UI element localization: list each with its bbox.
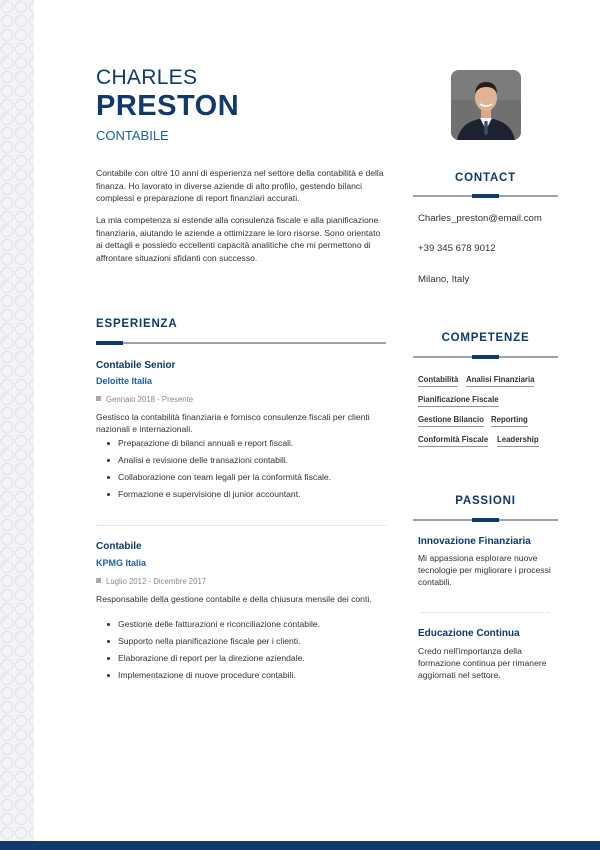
profile-photo: [451, 70, 521, 140]
last-name: PRESTON: [96, 90, 240, 122]
date-marker-icon: [96, 396, 101, 401]
passion-description: Credo nell'importanza della formazione continua per rimanere aggiornati nel settore.: [418, 646, 547, 680]
person-portrait-icon: [451, 70, 521, 140]
job-company: Deloitte Italia: [96, 376, 153, 386]
job-dates: [96, 395, 193, 404]
job-bullet: Collaborazione con team legali per la conformità fiscale.: [106, 471, 331, 488]
job-bullet: Elaborazione di report per la direzione aziendale.: [106, 652, 320, 669]
date-marker-icon: [96, 578, 101, 583]
skills-divider-accent: [472, 355, 499, 359]
job-bullet: Supporto nella pianificazione fiscale per i clienti.: [106, 635, 320, 652]
job-bullet: Gestione delle fatturazioni e riconciliazione contabile.: [106, 618, 320, 635]
experience-divider: [96, 342, 386, 344]
job-bullet: Implementazione di nuove procedure contabili.: [106, 669, 320, 686]
passion-separator: [420, 612, 550, 613]
skill-tag: Reporting: [491, 415, 528, 427]
experience-divider-accent: [96, 341, 123, 345]
skill-tag: Conformità Fiscale: [418, 435, 488, 447]
job-dates-text: Luglio 2012 - Dicembre 2017: [106, 577, 207, 586]
passion-title: Innovazione Finanziaria: [418, 536, 531, 547]
contact-location: Milano, Italy: [418, 274, 470, 285]
skill-tag: Gestione Bilancio: [418, 415, 484, 427]
job-description: Gestisco la contabilità finanziaria e fornisco consulenze fiscali per clienti nazionali e internazionali.: [96, 412, 370, 434]
contact-divider-accent: [472, 194, 499, 198]
job-role: Contabile: [96, 541, 142, 552]
job-description: Responsabile della gestione contabile e della chiusura mensile dei conti.: [96, 594, 372, 604]
passions-heading: PASSIONI: [455, 495, 516, 507]
contact-phone[interactable]: +39 345 678 9012: [418, 243, 496, 254]
contact-heading: CONTACT: [455, 172, 516, 184]
job-separator: [96, 525, 386, 526]
job-bullet: Preparazione di bilanci annuali e report fiscali.: [106, 437, 331, 454]
first-name: CHARLES: [96, 66, 198, 89]
skill-tag: Pianificazione Fiscale: [418, 395, 499, 407]
job-dates: [96, 577, 206, 586]
passion-title: Educazione Continua: [418, 628, 520, 639]
job-bullet-list: [106, 618, 320, 686]
skill-tag: Leadership: [497, 435, 539, 447]
job-role: Contabile Senior: [96, 360, 176, 371]
job-bullet: Formazione e supervisione di junior accountant.: [106, 488, 331, 505]
footer-bar: [0, 841, 600, 850]
contact-email[interactable]: Charles_preston@email.com: [418, 213, 542, 224]
skills-heading: COMPETENZE: [441, 332, 530, 344]
summary-paragraph-2: La mia competenza si estende alla consulenza fiscale e alla pianificazione finanziaria, aiutando le aziende a ottimizzare le loro risorse. Sono orientato ai dettagli e possiedo eccellenti capacità analitiche che mi permettono di affrontare situazioni sfidanti con successo.: [96, 215, 381, 263]
job-company: KPMG Italia: [96, 558, 147, 568]
passions-divider-accent: [472, 518, 499, 522]
job-dates-text: Gennaio 2018 - Presente: [106, 395, 194, 404]
job-bullet-list: [106, 437, 331, 505]
decorative-pattern-strip: [0, 0, 34, 850]
passion-description: Mi appassiona esplorare nuove tecnologie per migliorare i processi contabili.: [418, 553, 551, 587]
job-bullet: Analisi e revisione delle transazioni contabili.: [106, 454, 331, 471]
job-title: CONTABILE: [96, 128, 169, 143]
skill-tag: Contabilità: [418, 375, 458, 387]
experience-heading: ESPERIENZA: [96, 318, 178, 330]
skill-tag: Analisi Finanziaria: [466, 375, 534, 387]
summary-paragraph-1: Contabile con oltre 10 anni di esperienza nel settore della contabilità e della finanza. Ho lavorato in diverse aziende di alto profilo, gestendo bilanci complessi e preparazione di report finanziari accurati.: [96, 168, 384, 203]
